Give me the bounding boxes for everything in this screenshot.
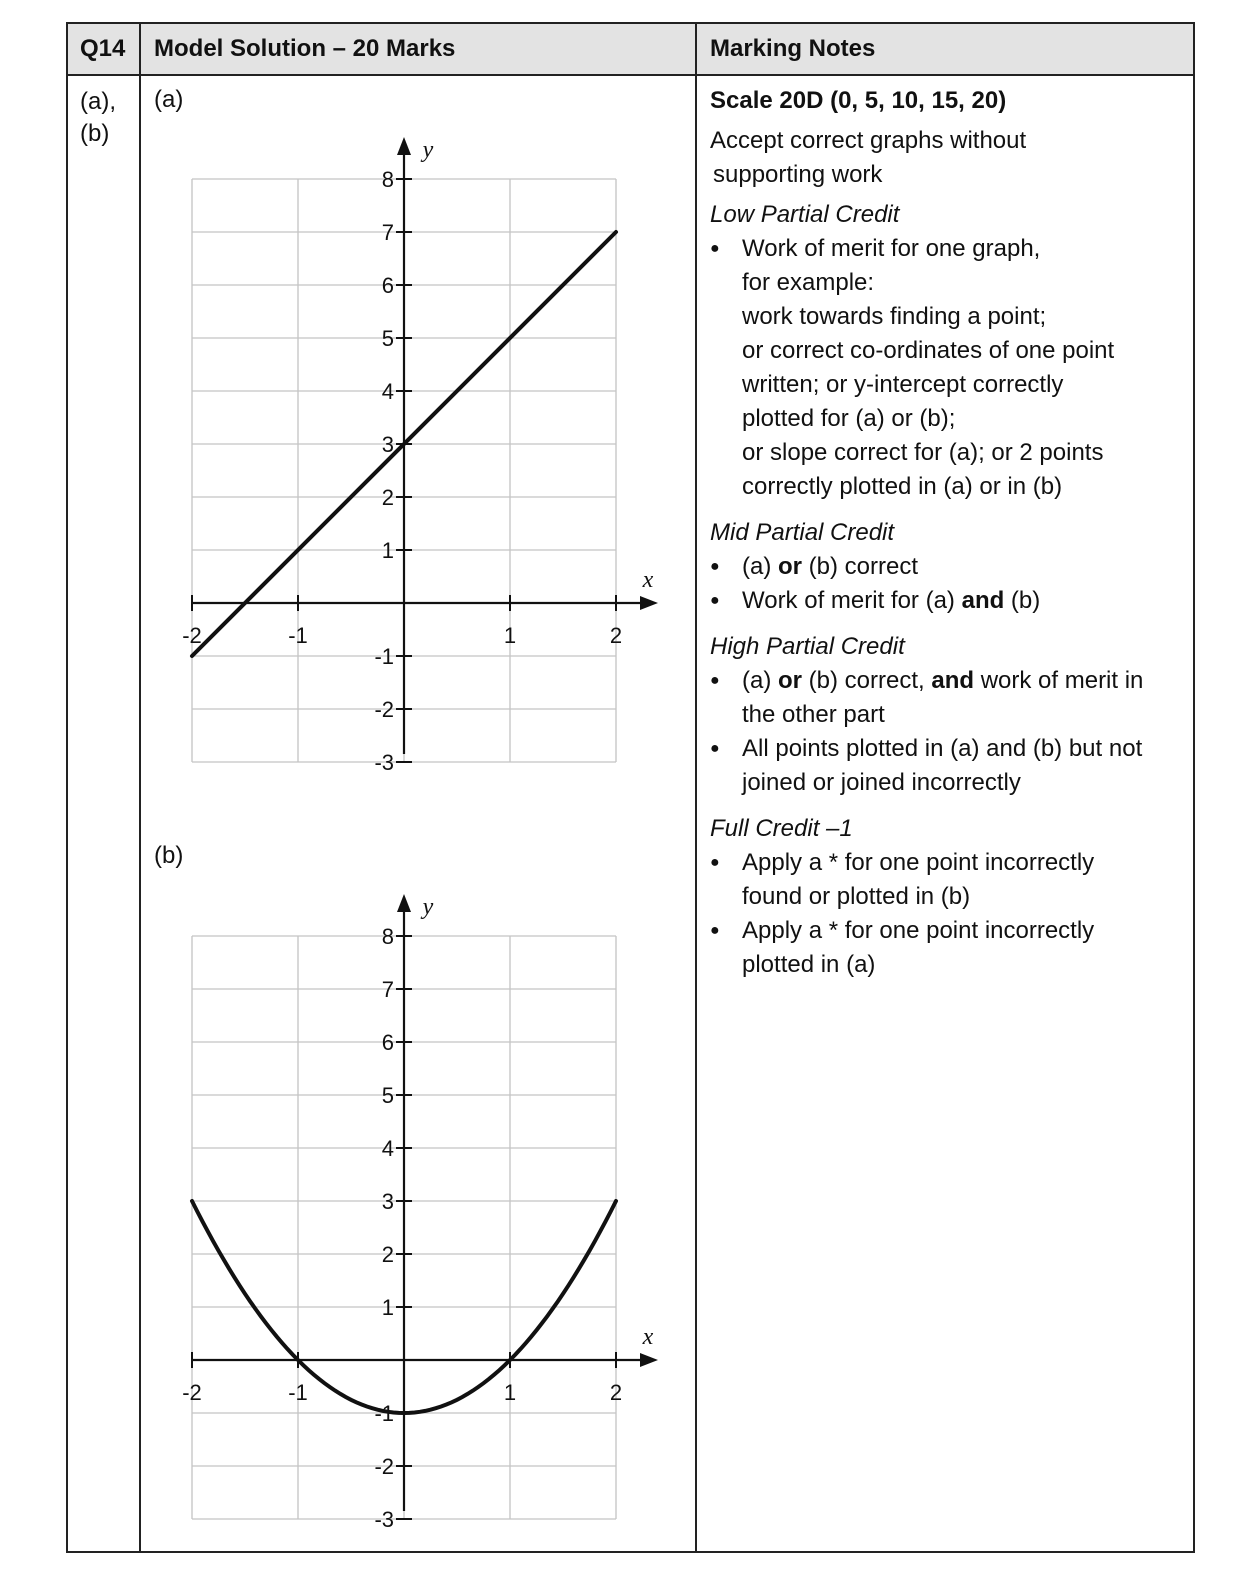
y-tick-label: -1 xyxy=(374,1401,394,1426)
y-tick-label: 3 xyxy=(381,432,394,457)
x-tick-label: -1 xyxy=(288,623,308,648)
list-item: ● (a) or (b) correct, and work of merit in the other part xyxy=(710,664,1188,732)
x-tick-label: -2 xyxy=(182,1380,202,1405)
y-tick-label: 1 xyxy=(381,538,394,563)
x-tick-label: -1 xyxy=(288,1380,308,1405)
part-b-label: (b) xyxy=(80,120,110,147)
graph-b-label: (b) xyxy=(154,842,184,869)
x-tick-label: -2 xyxy=(182,623,202,648)
y-tick-label: -2 xyxy=(374,1454,394,1479)
list-item: ● (a) or (b) correct xyxy=(710,550,1188,584)
high-partial-list xyxy=(710,664,1188,800)
y-axis-label: y xyxy=(422,894,434,920)
y-tick-label: 5 xyxy=(381,326,394,351)
column-divider xyxy=(695,24,697,1551)
list-item: ● All points plotted in (a) and (b) but not joined or joined incorrectly xyxy=(710,732,1188,800)
graph-a-label: (a) xyxy=(154,86,184,113)
y-tick-label: 2 xyxy=(381,485,394,510)
column-divider xyxy=(139,24,141,1551)
header-question: Q14 xyxy=(80,35,126,62)
y-tick-label: 8 xyxy=(381,167,394,192)
y-tick-label: 7 xyxy=(381,977,394,1002)
y-tick-label: 6 xyxy=(381,1030,394,1055)
list-item: ● Apply a * for one point incorrectly found or plotted in (b) xyxy=(710,846,1188,914)
y-tick-label: -2 xyxy=(374,697,394,722)
header-marking-notes: Marking Notes xyxy=(710,35,876,62)
y-axis-label: y xyxy=(422,137,434,163)
y-tick-label: 4 xyxy=(381,1136,394,1161)
mid-partial-title: Mid Partial Credit xyxy=(710,519,895,546)
high-partial-title: High Partial Credit xyxy=(710,633,905,660)
list-item: ● Work of merit for one graph, for example: work towards finding a point; or correct co-ordinates of one point written; or y-intercept correctly plotted for (a) or (b); or slope correct for (a); or 2 points correctly plotted in (a) or in (b) xyxy=(710,232,1188,504)
header-model-solution: Model Solution – 20 Marks xyxy=(154,35,456,62)
full-credit-list xyxy=(710,846,1188,982)
x-axis-label: x xyxy=(642,1324,654,1350)
list-item: ● Work of merit for (a) and (b) xyxy=(710,584,1188,618)
y-tick-label: 7 xyxy=(381,220,394,245)
y-tick-label: 6 xyxy=(381,273,394,298)
low-partial-title: Low Partial Credit xyxy=(710,201,900,228)
y-tick-label: -3 xyxy=(374,750,394,775)
marking-notes xyxy=(710,84,1188,982)
scale-line: Scale 20D (0, 5, 10, 15, 20) xyxy=(710,87,1007,114)
y-tick-label: 3 xyxy=(381,1189,394,1214)
y-tick-label: 1 xyxy=(381,1295,394,1320)
y-tick-label: -1 xyxy=(374,644,394,669)
y-tick-label: -3 xyxy=(374,1507,394,1532)
part-a-label: (a), xyxy=(80,88,116,115)
full-credit-title: Full Credit –1 xyxy=(710,815,853,842)
parts-label xyxy=(80,86,116,150)
low-partial-list xyxy=(710,232,1188,504)
marking-table xyxy=(66,22,1195,1553)
x-tick-label: 2 xyxy=(609,623,623,648)
x-tick-label: 1 xyxy=(503,1380,517,1405)
accept-note: Accept correct graphs without supporting work xyxy=(710,127,1027,188)
mid-partial-list xyxy=(710,550,1188,618)
list-item: ● Apply a * for one point incorrectly plotted in (a) xyxy=(710,914,1188,982)
y-tick-label: 8 xyxy=(381,924,394,949)
x-tick-label: 2 xyxy=(609,1380,623,1405)
x-tick-label: 1 xyxy=(503,623,517,648)
y-tick-label: 4 xyxy=(381,379,394,404)
y-tick-label: 5 xyxy=(381,1083,394,1108)
x-axis-label: x xyxy=(642,567,654,593)
y-tick-label: 2 xyxy=(381,1242,394,1267)
